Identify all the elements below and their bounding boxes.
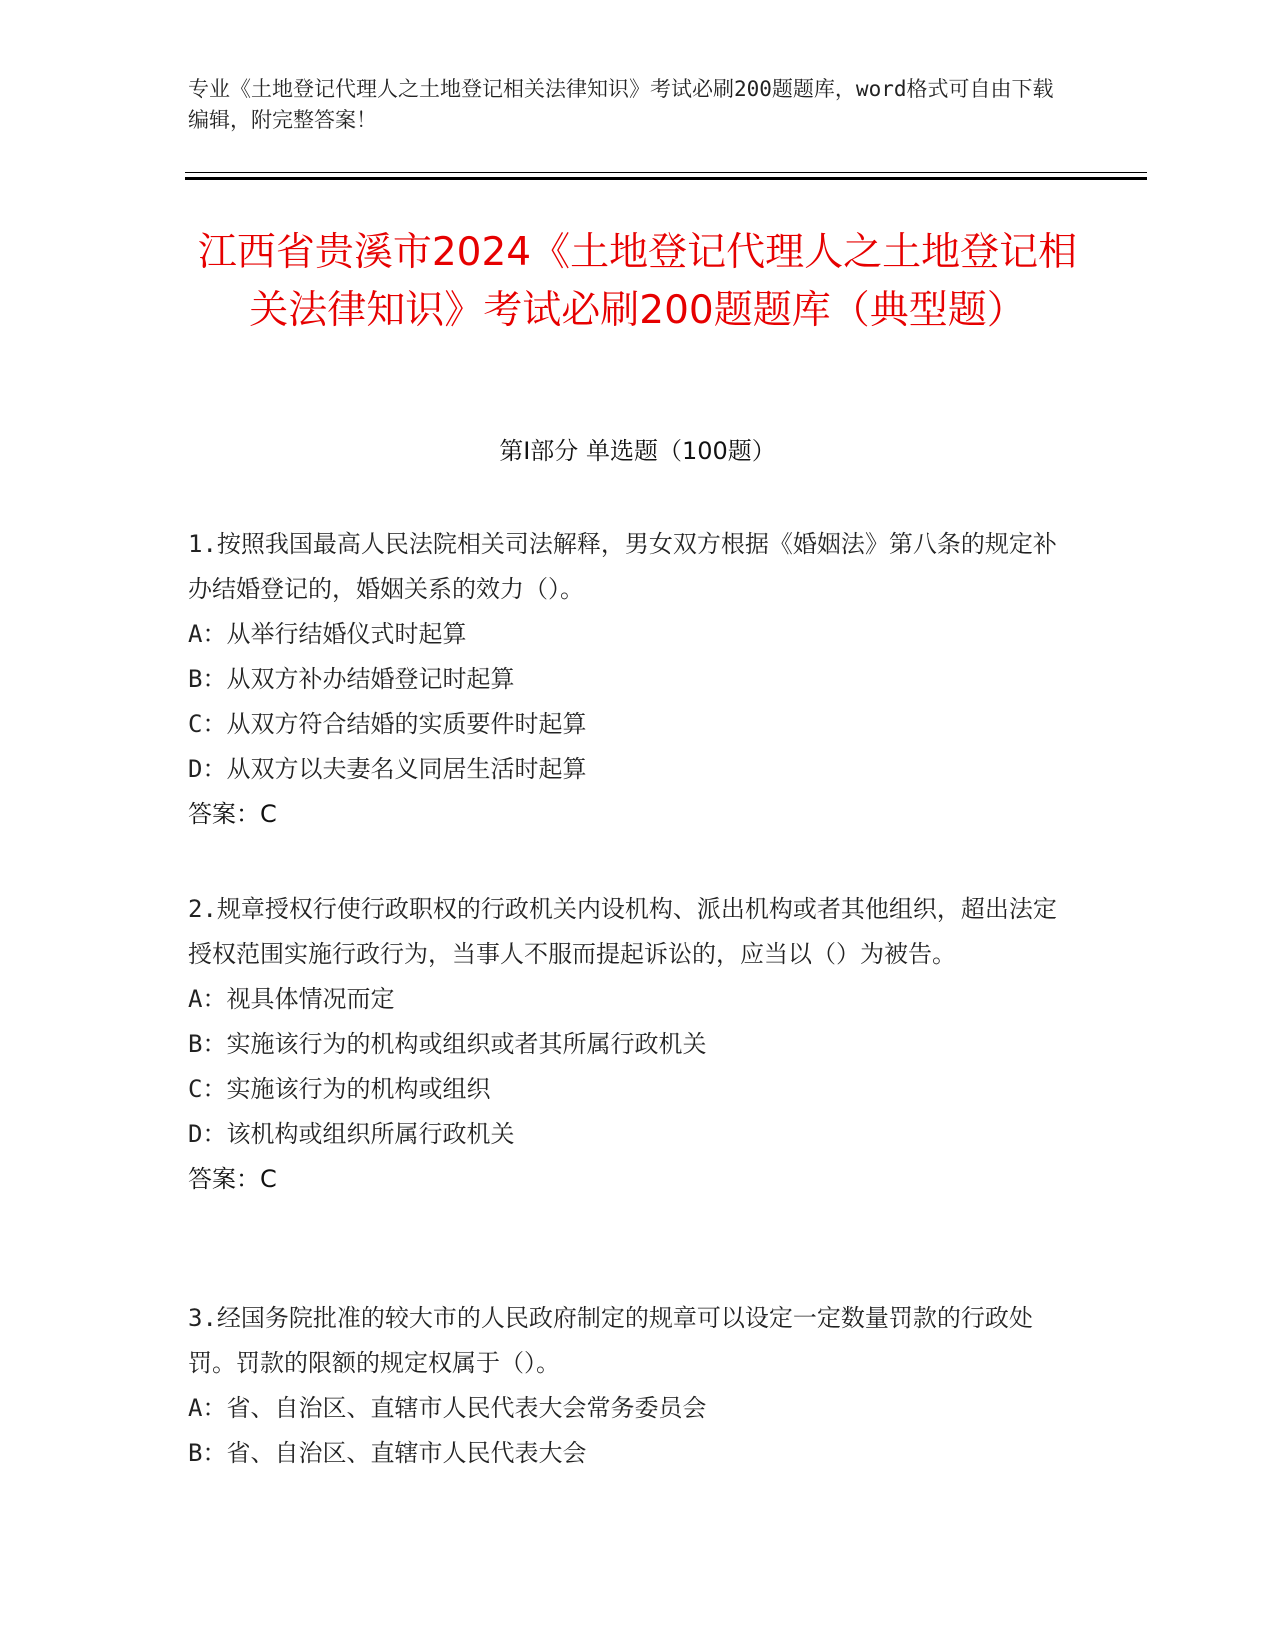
option-b: B：省、自治区、直辖市人民代表大会 — [188, 1439, 587, 1467]
option-c: C：从双方符合结婚的实质要件时起算 — [188, 710, 587, 738]
option-d: D：从双方以夫妻名义同居生活时起算 — [188, 755, 587, 783]
question-2 — [188, 887, 1068, 1202]
answer: 答案：C — [188, 1165, 277, 1193]
option-b: B：实施该行为的机构或组织或者其所属行政机关 — [188, 1030, 707, 1058]
option-b: B：从双方补办结婚登记时起算 — [188, 665, 515, 693]
option-a: A：从举行结婚仪式时起算 — [188, 620, 467, 648]
answer: 答案：C — [188, 800, 277, 828]
header-divider-thick — [185, 177, 1147, 180]
section-heading: 第I部分 单选题（100题） — [499, 437, 776, 465]
option-a: A：视具体情况而定 — [188, 985, 395, 1013]
question-stem: 1.按照我国最高人民法院相关司法解释，男女双方根据《婚姻法》第八条的规定补办结婚登记的，婚姻关系的效力（）。 — [188, 530, 1057, 603]
document-title: 江西省贵溪市2024《土地登记代理人之土地登记相关法律知识》考试必刷200题题库（典型题） — [197, 230, 1078, 333]
header-note: 专业《土地登记代理人之土地登记相关法律知识》考试必刷200题题库，word格式可自由下载编辑，附完整答案！ — [188, 77, 1054, 132]
header-divider-thin — [185, 172, 1147, 173]
option-a: A：省、自治区、直辖市人民代表大会常务委员会 — [188, 1394, 707, 1422]
option-d: D：该机构或组织所属行政机关 — [188, 1120, 515, 1148]
question-stem: 2.规章授权行使行政职权的行政机关内设机构、派出机构或者其他组织，超出法定授权范围实施行政行为，当事人不服而提起诉讼的，应当以（）为被告。 — [188, 895, 1057, 968]
question-3 — [188, 1296, 1068, 1476]
question-1 — [188, 522, 1068, 837]
option-c: C：实施该行为的机构或组织 — [188, 1075, 491, 1103]
question-stem: 3.经国务院批准的较大市的人民政府制定的规章可以设定一定数量罚款的行政处罚。罚款的限额的规定权属于（）。 — [188, 1304, 1033, 1377]
